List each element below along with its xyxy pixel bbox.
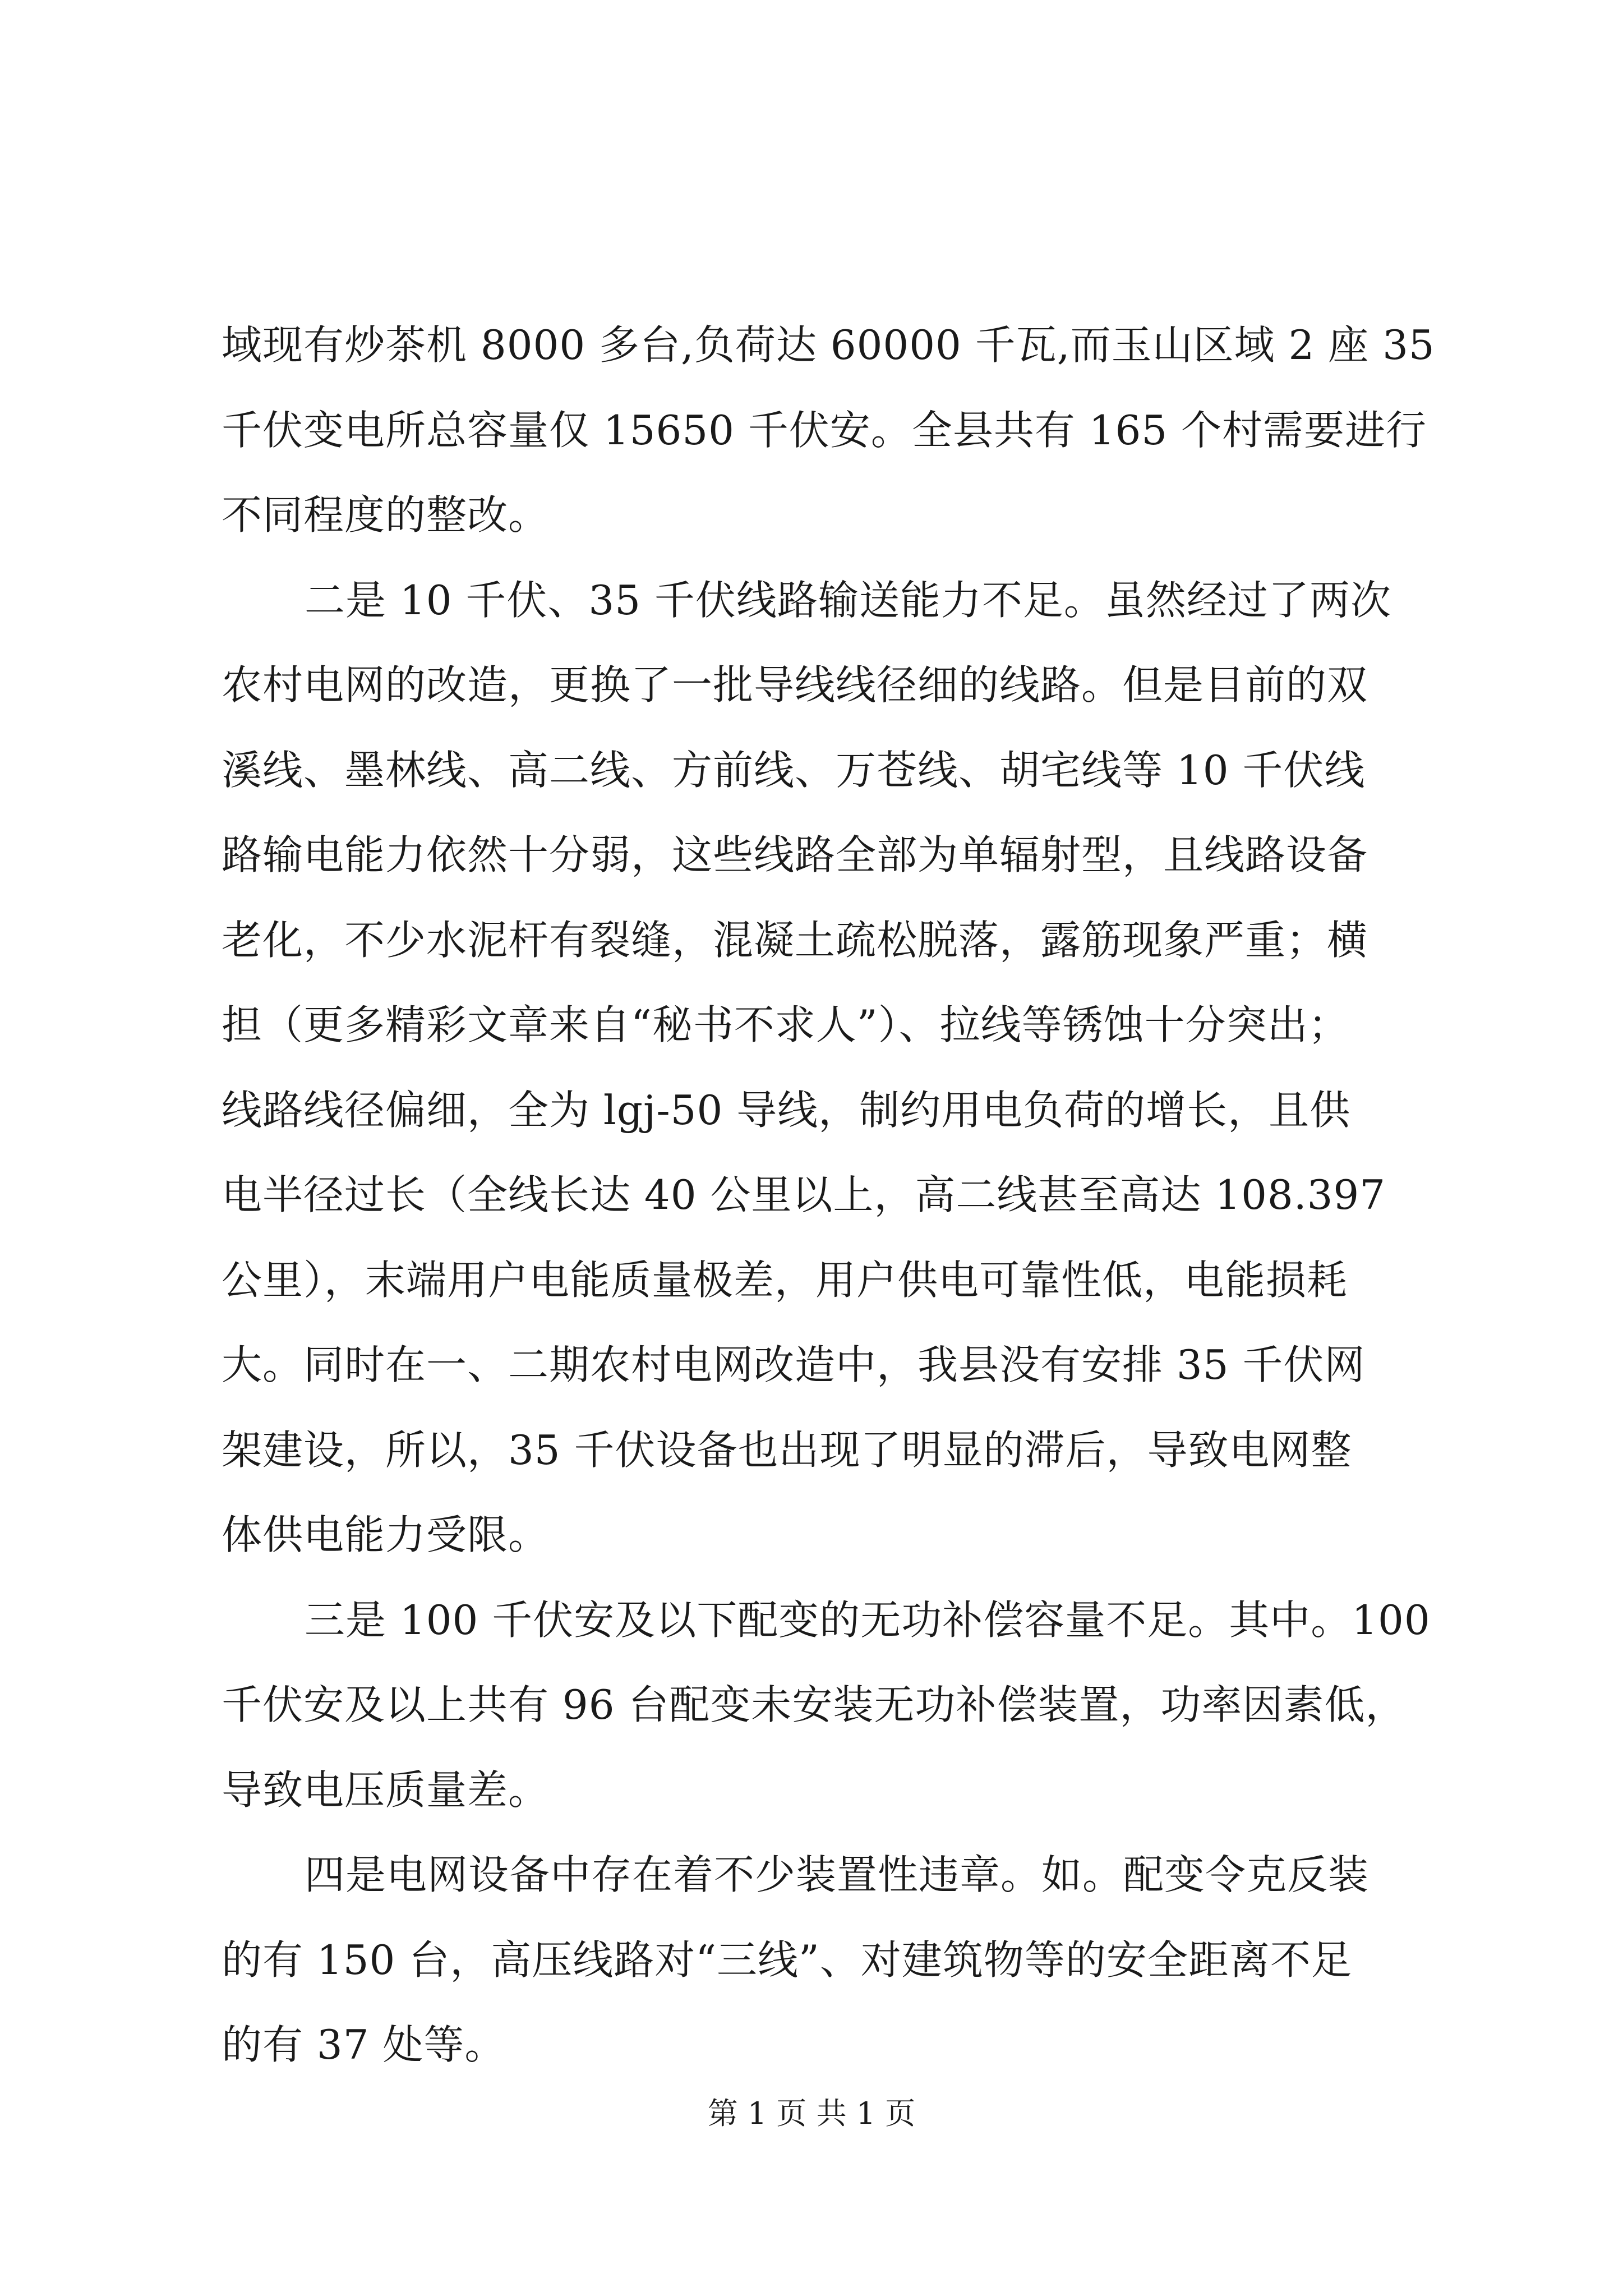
text-line: 架建设，所以，35 千伏设备也出现了明显的滞后，导致电网整	[222, 1426, 1352, 1474]
text-line: 千伏变电所总容量仅 15650 千伏安。全县共有 165 个村需要进行	[222, 406, 1427, 454]
text-line: 大。同时在一、二期农村电网改造中，我县没有安排 35 千伏网	[222, 1341, 1366, 1388]
text-line: 体供电能力受限。	[222, 1511, 550, 1558]
text-line: 三是 100 千伏安及以下配变的无功补偿容量不足。其中。100	[305, 1596, 1431, 1644]
text-line: 电半径过长（全线长达 40 公里以上，高二线甚至高达 108.397	[222, 1171, 1386, 1218]
text-line: 溪线、墨林线、高二线、方前线、万苍线、胡宅线等 10 千伏线	[222, 746, 1366, 794]
text-line: 的有 150 台，高压线路对“三线”、对建筑物等的安全距离不足	[222, 1936, 1352, 1984]
text-line: 担（更多精彩文章来自“秘书不求人”）、拉线等锈蚀十分突出；	[222, 1001, 1349, 1048]
text-line: 路输电能力依然十分弱，这些线路全部为单辐射型，且线路设备	[222, 831, 1368, 878]
text-line: 的有 37 处等。	[222, 2021, 506, 2068]
text-line: 公里），末端用户电能质量极差，用户供电可靠性低，电能损耗	[222, 1256, 1348, 1304]
text-line: 四是电网设备中存在着不少装置性违章。如。配变令克反装	[305, 1851, 1370, 1898]
text-line: 老化，不少水泥杆有裂缝，混凝土疏松脱落，露筋现象严重；横	[222, 916, 1368, 964]
text-line: 不同程度的整改。	[222, 491, 550, 539]
text-line: 农村电网的改造，更换了一批导线线径细的线路。但是目前的双	[222, 661, 1368, 708]
text-line: 二是 10 千伏、35 千伏线路输送能力不足。虽然经过了两次	[305, 576, 1391, 624]
text-line: 导致电压质量差。	[222, 1766, 550, 1814]
document-body	[222, 303, 1435, 2088]
page-footer: 第 1 页 共 1 页	[707, 2096, 916, 2131]
text-line: 线路线径偏细，全为 lgj-50 导线，制约用电负荷的增长，且供	[222, 1086, 1351, 1134]
text-line: 千伏安及以上共有 96 台配变未安装无功补偿装置，功率因素低，	[222, 1681, 1407, 1728]
text-line: 域现有炒茶机 8000 多台,负荷达 60000 千瓦,而玉山区域 2 座 35	[222, 321, 1435, 369]
